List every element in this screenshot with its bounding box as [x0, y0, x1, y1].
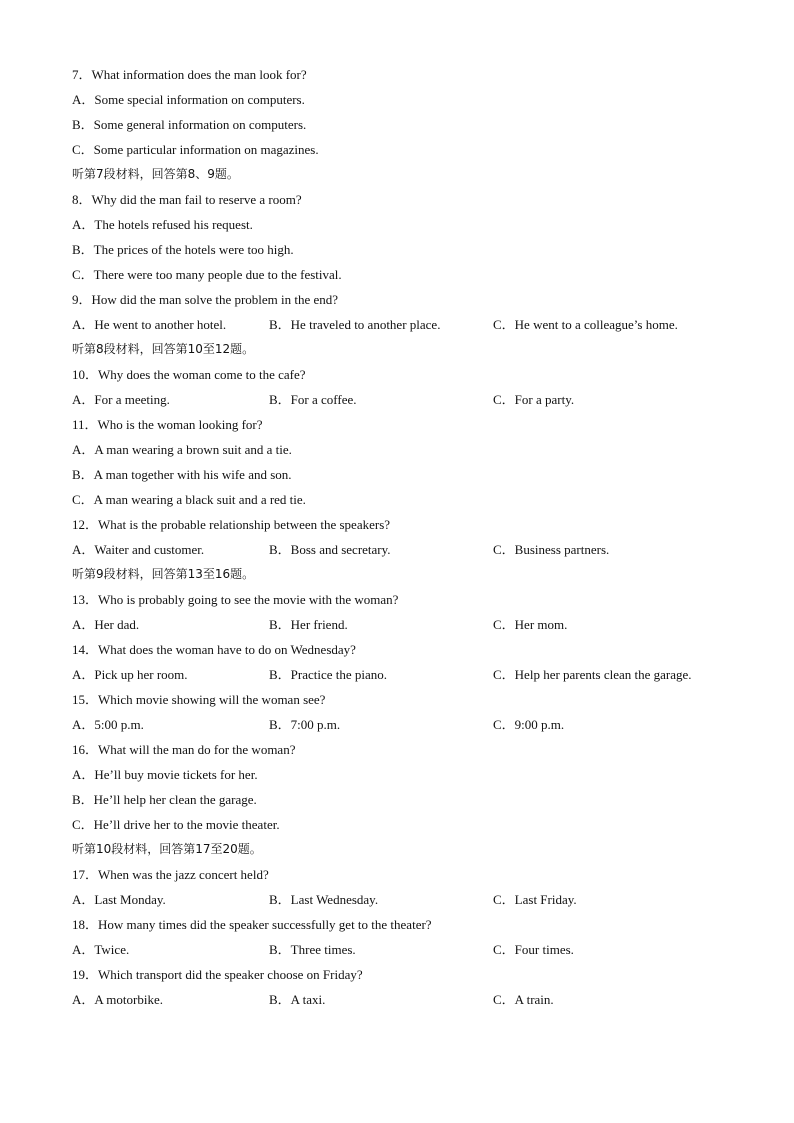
option-a: A．Twice. [72, 942, 130, 957]
question-text: 7．What information does the man look for? [72, 67, 307, 82]
question-text: 14．What does the woman have to do on Wednesday? [72, 642, 356, 657]
option-a: A．For a meeting. [72, 392, 170, 407]
answer-option: A．The hotels refused his request. [72, 217, 253, 232]
option-c: C．Last Friday. [493, 892, 577, 907]
option-c: C．Business partners. [493, 542, 610, 557]
section-instruction: 听第10段材料，回答第17至20题。 [72, 842, 262, 856]
option-c: C．Four times. [493, 942, 574, 957]
exam-page [72, 62, 762, 1012]
question-text: 16．What will the man do for the woman? [72, 742, 296, 757]
option-a: A．Last Monday. [72, 892, 166, 907]
answer-option: C．A man wearing a black suit and a red tie. [72, 492, 306, 507]
options-row [72, 312, 762, 337]
options-row [72, 387, 762, 412]
answer-option: B．A man together with his wife and son. [72, 467, 292, 482]
option-c: C．Her mom. [493, 617, 568, 632]
option-b: B．Boss and secretary. [269, 542, 391, 557]
section-instruction: 听第7段材料，回答第8、9题。 [72, 167, 239, 181]
option-c: C．A train. [493, 992, 554, 1007]
answer-option: B．Some general information on computers. [72, 117, 307, 132]
option-b: B．He traveled to another place. [269, 317, 441, 332]
options-row [72, 612, 762, 637]
option-a: A．Waiter and customer. [72, 542, 205, 557]
section-instruction: 听第9段材料，回答第13至16题。 [72, 567, 255, 581]
question-text: 18．How many times did the speaker successfully get to the theater? [72, 917, 432, 932]
options-row [72, 662, 762, 687]
option-a: A．A motorbike. [72, 992, 163, 1007]
option-a: A．He went to another hotel. [72, 317, 227, 332]
answer-option: C．He’ll drive her to the movie theater. [72, 817, 280, 832]
question-text: 15．Which movie showing will the woman see? [72, 692, 326, 707]
option-c: C．He went to a colleague’s home. [493, 317, 678, 332]
option-b: B．For a coffee. [269, 392, 357, 407]
question-text: 11．Who is the woman looking for? [72, 417, 263, 432]
options-row [72, 887, 762, 912]
question-text: 10．Why does the woman come to the cafe? [72, 367, 306, 382]
section-instruction: 听第8段材料，回答第10至12题。 [72, 342, 255, 356]
answer-option: A．Some special information on computers. [72, 92, 305, 107]
option-b: B．Practice the piano. [269, 667, 388, 682]
option-a: A．5:00 p.m. [72, 717, 144, 732]
option-b: B．Last Wednesday. [269, 892, 379, 907]
answer-option: C．There were too many people due to the festival. [72, 267, 342, 282]
question-text: 12．What is the probable relationship between the speakers? [72, 517, 391, 532]
question-text: 9．How did the man solve the problem in the end? [72, 292, 339, 307]
options-row [72, 987, 762, 1012]
options-row [72, 537, 762, 562]
answer-option: B．He’ll help her clean the garage. [72, 792, 257, 807]
question-text: 19．Which transport did the speaker choose on Friday? [72, 967, 363, 982]
options-row [72, 937, 762, 962]
answer-option: B．The prices of the hotels were too high. [72, 242, 294, 257]
option-b: B．7:00 p.m. [269, 717, 341, 732]
option-c: C．Help her parents clean the garage. [493, 667, 692, 682]
question-text: 8．Why did the man fail to reserve a room? [72, 192, 302, 207]
answer-option: A．He’ll buy movie tickets for her. [72, 767, 258, 782]
option-b: B．Her friend. [269, 617, 348, 632]
answer-option: C．Some particular information on magazines. [72, 142, 319, 157]
option-c: C．9:00 p.m. [493, 717, 565, 732]
option-a: A．Her dad. [72, 617, 140, 632]
options-row [72, 712, 762, 737]
option-b: B．A taxi. [269, 992, 326, 1007]
option-c: C．For a party. [493, 392, 575, 407]
question-text: 13．Who is probably going to see the movie with the woman? [72, 592, 399, 607]
option-a: A．Pick up her room. [72, 667, 188, 682]
question-text: 17．When was the jazz concert held? [72, 867, 269, 882]
answer-option: A．A man wearing a brown suit and a tie. [72, 442, 292, 457]
option-b: B．Three times. [269, 942, 356, 957]
